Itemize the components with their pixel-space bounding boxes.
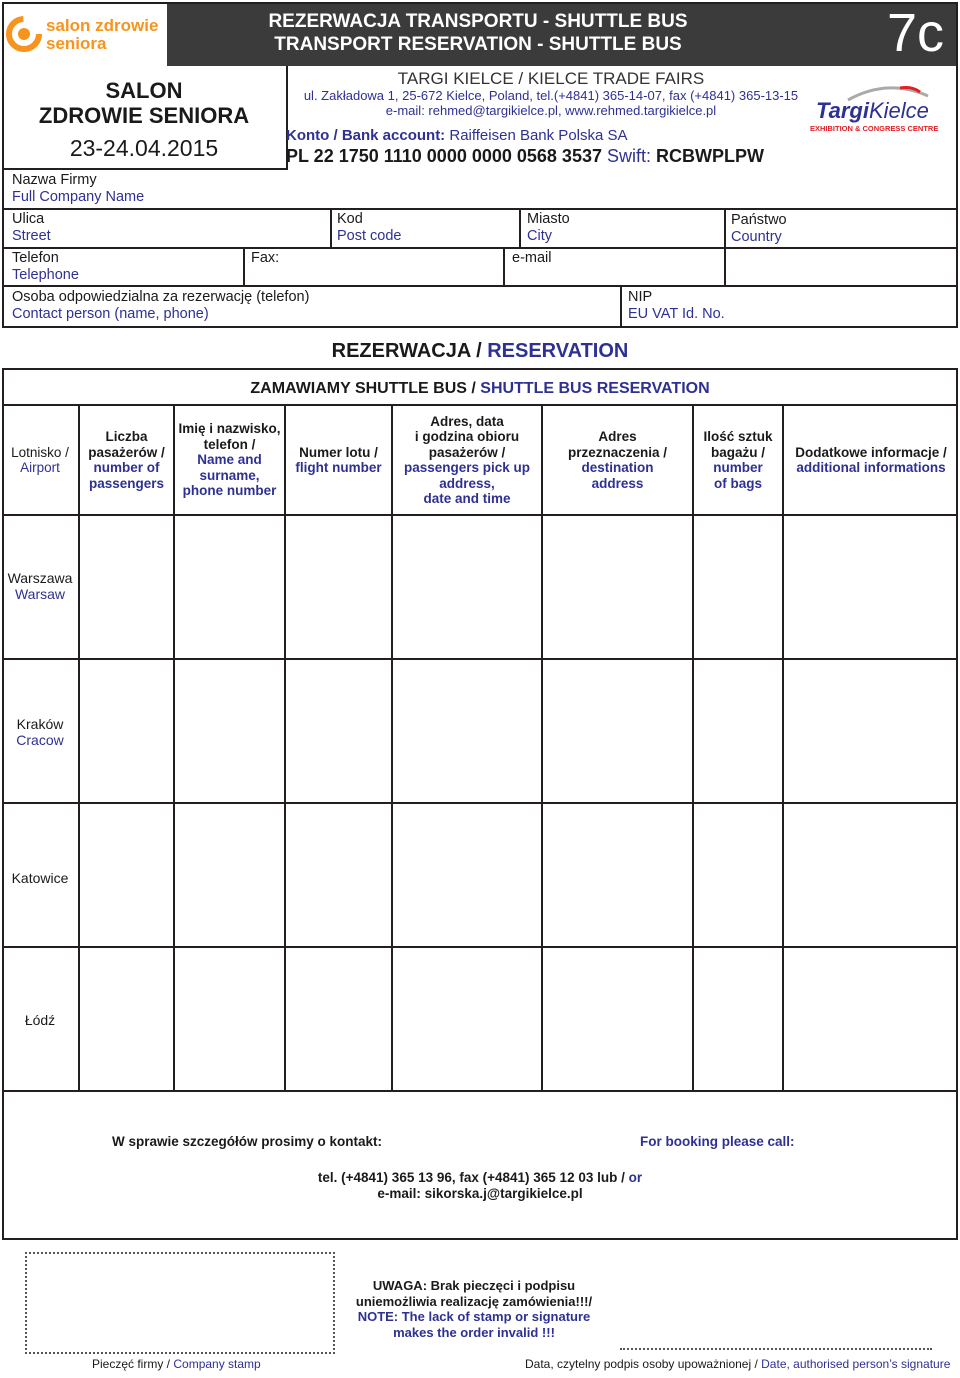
targi-kielce-logo: [808, 82, 948, 138]
country-label-pl: Państwo: [731, 212, 787, 228]
form-code: 7c: [886, 3, 944, 63]
airport-name-pl: Warszawa: [7, 570, 73, 586]
company-stamp-box[interactable]: [25, 1252, 335, 1354]
event-name-line1: SALON: [105, 78, 183, 103]
telephone-field[interactable]: [12, 250, 79, 284]
signature-caption-en: Date, authorised person’s signature: [761, 1357, 951, 1371]
contact-or: or: [628, 1170, 643, 1185]
company-label-pl: Nazwa Firmy: [12, 172, 97, 188]
dest-pl2: przeznaczenia /: [567, 444, 668, 460]
fax-field[interactable]: [251, 250, 279, 267]
col-header-pickup: [393, 406, 541, 514]
name-pl1: Imię i nazwisko,: [178, 421, 281, 437]
nip-label-pl: NIP: [628, 289, 653, 305]
reservation-title-en: RESERVATION: [487, 340, 629, 362]
contact-label-en: Contact person (name, phone): [12, 306, 209, 322]
name-pl2: telefon /: [203, 436, 256, 452]
bank-label-pl: Konto /: [286, 127, 342, 144]
organizer-title: TARGI KIELCE / KIELCE TRADE FAIRS: [397, 69, 705, 88]
logo-text-line2: seniora: [46, 34, 107, 53]
info-en: additional informations: [796, 460, 946, 475]
street-label-pl: Ulica: [12, 211, 45, 227]
contact-details: [0, 1170, 960, 1202]
divider: [724, 208, 726, 285]
dest-en1: destination: [581, 460, 654, 475]
col-header-destination: [543, 406, 692, 514]
phone-label-pl: Telefon: [12, 250, 59, 266]
airport-pl: Lotnisko /: [11, 444, 69, 460]
col-header-name: [175, 406, 284, 514]
divider: [620, 285, 622, 328]
iban: PL 22 1750 1110 0000 0000 0568 3537: [286, 146, 602, 166]
passengers-pl2: pasażerów /: [88, 444, 165, 460]
table-line: [2, 514, 958, 516]
logo-targi: [816, 98, 929, 124]
flight-en: flight number: [295, 460, 382, 475]
city-label-en: City: [527, 228, 552, 244]
pickup-en1: passengers pick up: [403, 460, 531, 475]
bags-pl2: bagażu /: [710, 444, 765, 460]
table-line: [2, 946, 958, 948]
contact-label-pl: W sprawie szczegółów prosimy o kontakt:: [112, 1134, 383, 1149]
email-label: e-mail: [512, 250, 552, 266]
name-en3: phone number: [182, 483, 277, 499]
company-name-field[interactable]: [12, 172, 144, 206]
divider: [2, 285, 958, 287]
airport-row-lodz: [2, 1012, 78, 1028]
logo-kielce-text: Kielce: [868, 98, 929, 123]
stamp-warning: [340, 1278, 608, 1340]
warning-en2: makes the order invalid !!!: [393, 1324, 555, 1340]
title-en: TRANSPORT RESERVATION - SHUTTLE BUS: [274, 34, 682, 55]
airport-row-warsaw: [2, 570, 78, 602]
logo-text-line1: salon zdrowie: [46, 16, 159, 35]
iban-line: [286, 145, 816, 167]
divider: [243, 247, 245, 285]
stamp-caption: [92, 1357, 261, 1371]
warning-en1: NOTE: The lack of stamp or signature: [357, 1309, 591, 1324]
organizer-block: [286, 70, 816, 167]
organizer-address: ul. Zakładowa 1, 25-672 Kielce, Poland, tel.(+4841) 365-14-07, fax (+4841) 365-13-15: [303, 88, 799, 103]
reservation-title: [0, 340, 960, 363]
dest-en2: address: [591, 475, 644, 491]
passengers-en1: number of: [93, 460, 160, 475]
warning-pl1: UWAGA: Brak pieczęci i podpisu: [372, 1278, 576, 1293]
airport-row-cracow: [2, 716, 78, 748]
table-line: [2, 1090, 958, 1092]
logo-targi-text: Targi: [816, 98, 869, 123]
col-header-bags: [694, 406, 782, 514]
bank-name: Raiffeisen Bank Polska SA: [445, 127, 628, 144]
contact-label-en: For booking please call:: [640, 1134, 795, 1149]
bags-pl1: Ilość sztuk: [703, 429, 773, 444]
country-field[interactable]: [731, 212, 787, 246]
flight-pl: Numer lotu /: [299, 444, 378, 460]
divider: [2, 208, 958, 210]
divider: [503, 247, 505, 285]
bank-account-line: [286, 127, 816, 145]
airport-name-en: Warsaw: [14, 586, 66, 602]
city-label-pl: Miasto: [527, 211, 570, 227]
col-header-flight: [286, 406, 391, 514]
contact-email: e-mail: sikorska.j@targikielce.pl: [377, 1186, 583, 1201]
warning-pl2: uniemożliwia realizację zamówienia!!!/: [355, 1293, 593, 1309]
nip-label-en: EU VAT Id. No.: [628, 306, 725, 322]
bags-en1: number: [713, 460, 763, 475]
table-title-pl: ZAMAWIAMY SHUTTLE BUS /: [250, 380, 481, 397]
col-header-passengers: [80, 406, 173, 514]
postcode-field[interactable]: [337, 211, 402, 245]
airport-name-pl: Łódź: [24, 1012, 56, 1028]
bags-en2: of bags: [713, 475, 762, 491]
logo-sub: EXHIBITION & CONGRESS CENTRE: [810, 124, 939, 133]
signature-line[interactable]: [620, 1348, 932, 1350]
city-field[interactable]: [527, 211, 570, 245]
company-label-en: Full Company Name: [12, 189, 145, 205]
fax-label: Fax:: [251, 250, 280, 266]
event-name-line2: ZDROWIE SENIORA: [38, 103, 250, 128]
name-en1: Name and: [197, 452, 262, 468]
table-title-en: SHUTTLE BUS RESERVATION: [480, 380, 710, 397]
airport-name-pl: Kraków: [16, 716, 64, 732]
airport-en: Airport: [20, 460, 60, 475]
organizer-email-web: e-mail: rehmed@targikielce.pl, www.rehmed.targikielce.pl: [385, 103, 717, 118]
col-header-airport: [2, 406, 78, 514]
postcode-label-pl: Kod: [337, 211, 363, 227]
event-block: [2, 66, 288, 170]
divider: [2, 247, 958, 249]
email-field[interactable]: [512, 250, 551, 267]
swift: RCBWPLPW: [656, 146, 764, 166]
bank-label-en: Bank account:: [341, 127, 446, 144]
pickup-en2: address,: [439, 475, 495, 491]
vat-id-field[interactable]: [628, 289, 725, 323]
country-label-en: Country: [731, 229, 782, 245]
passengers-pl1: Liczba: [105, 429, 148, 444]
pickup-pl2: i godzina obioru: [414, 429, 520, 444]
passengers-en2: passengers: [88, 475, 165, 491]
stamp-caption-pl: Pieczęć firmy /: [92, 1357, 174, 1371]
contact-phone: tel. (+4841) 365 13 96, fax (+4841) 365 12 03 lub /: [317, 1170, 629, 1185]
divider: [519, 208, 521, 247]
table-line: [2, 658, 958, 660]
contact-phone-line: [0, 1170, 960, 1186]
info-pl: Dodatkowe informacje /: [795, 444, 947, 460]
event-dates: 23-24.04.2015: [69, 135, 219, 161]
title-pl: REZERWACJA TRANSPORTU - SHUTTLE BUS: [268, 11, 688, 32]
swift-label: Swift:: [601, 146, 656, 166]
phone-label-en: Telephone: [12, 267, 79, 283]
pickup-en3: date and time: [423, 491, 511, 506]
postcode-label-en: Post code: [337, 228, 402, 244]
airport-name-en: Cracow: [16, 732, 64, 748]
pickup-pl3: pasażerów /: [428, 444, 506, 460]
signature-caption: [525, 1357, 950, 1371]
stamp-caption-en: Company stamp: [173, 1357, 261, 1371]
pickup-pl1: Adres, data: [430, 413, 504, 429]
street-label-en: Street: [12, 228, 51, 244]
divider: [330, 208, 332, 247]
contact-person-field[interactable]: [12, 289, 309, 323]
name-en2: surname,: [199, 467, 260, 483]
event-name: [2, 78, 286, 128]
col-header-info: [784, 406, 958, 514]
reservation-title-pl: REZERWACJA /: [331, 340, 488, 362]
street-field[interactable]: [12, 211, 51, 245]
table-line: [2, 802, 958, 804]
airport-name-pl: Katowice: [11, 870, 69, 886]
contact-label-pl: Osoba odpowiedzialna za rezerwację (telefon): [12, 289, 310, 305]
signature-caption-pl: Data, czytelny podpis osoby upoważnionej /: [525, 1357, 762, 1371]
table-title: [0, 380, 960, 398]
airport-row-katowice: [2, 870, 78, 886]
dest-pl1: Adres: [598, 429, 637, 444]
